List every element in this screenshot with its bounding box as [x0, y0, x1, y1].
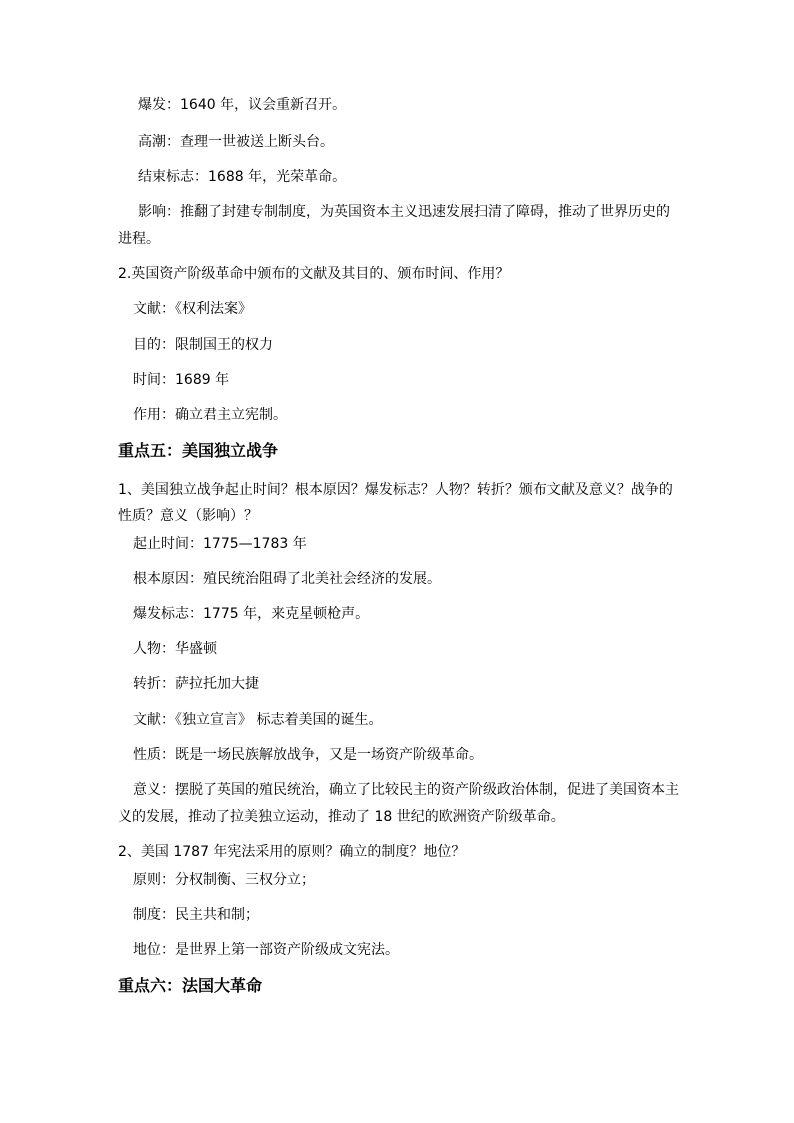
text-line-outbreak-marker: 爆发标志：1775 年，来克星顿枪声。 [133, 606, 370, 622]
question-english-documents: 2.英国资产阶级革命中颁布的文献及其目的、颁布时间、作用？ [118, 266, 510, 282]
text-line-system: 制度：民主共和制； [133, 907, 259, 923]
text-line-significance: 意义：摆脱了英国的殖民统治，确立了比较民主的资产阶级政治体制，促进了美国资本主 [133, 782, 679, 798]
text-line-turning-point: 转折：萨拉托加大捷 [133, 676, 259, 692]
text-line-nature: 性质：既是一场民族解放战争，又是一场资产阶级革命。 [133, 747, 483, 763]
text-line-document: 文献：《权利法案》 [133, 301, 252, 317]
text-line-time: 时间：1689 年 [133, 372, 230, 388]
text-line-impact: 影响：推翻了封建专制制度，为英国资本主义迅速发展扫清了障碍，推动了世界历史的 [138, 204, 670, 220]
text-line-status: 地位：是世界上第一部资产阶级成文宪法。 [133, 942, 399, 958]
text-line-period: 起止时间：1775—1783 年 [133, 536, 307, 552]
text-line-impact-cont: 进程。 [118, 231, 160, 247]
question-american-war-cont: 性质？意义（影响）？ [118, 508, 258, 524]
text-line-purpose: 目的：限制国王的权力 [133, 337, 273, 353]
text-line-person: 人物：华盛顿 [133, 641, 217, 657]
text-line-significance-cont: 义的发展，推动了拉美独立运动，推动了 18 世纪的欧洲资产阶级革命。 [118, 809, 565, 825]
text-line-declaration: 文献：《独立宣言》 标志着美国的诞生。 [133, 712, 383, 728]
question-american-war: 1、美国独立战争起止时间？根本原因？爆发标志？人物？转折？颁布文献及意义？战争的 [118, 482, 673, 498]
section-heading-american-revolution: 重点五：美国独立战争 [118, 441, 279, 460]
text-line-role: 作用：确立君主立宪制。 [133, 407, 287, 423]
question-constitution: 2、美国 1787 年宪法采用的原则？确立的制度？地位？ [118, 844, 466, 860]
text-line-root-cause: 根本原因：殖民统治阻碍了北美社会经济的发展。 [133, 571, 441, 587]
text-line-climax: 高潮：查理一世被送上断头台。 [138, 134, 334, 150]
section-heading-french-revolution: 重点六：法国大革命 [118, 976, 263, 995]
text-line-principle: 原则：分权制衡、三权分立； [133, 872, 315, 888]
text-line-end-marker: 结束标志：1688 年，光荣革命。 [138, 169, 347, 185]
text-line-outbreak: 爆发：1640 年，议会重新召开。 [138, 97, 347, 113]
